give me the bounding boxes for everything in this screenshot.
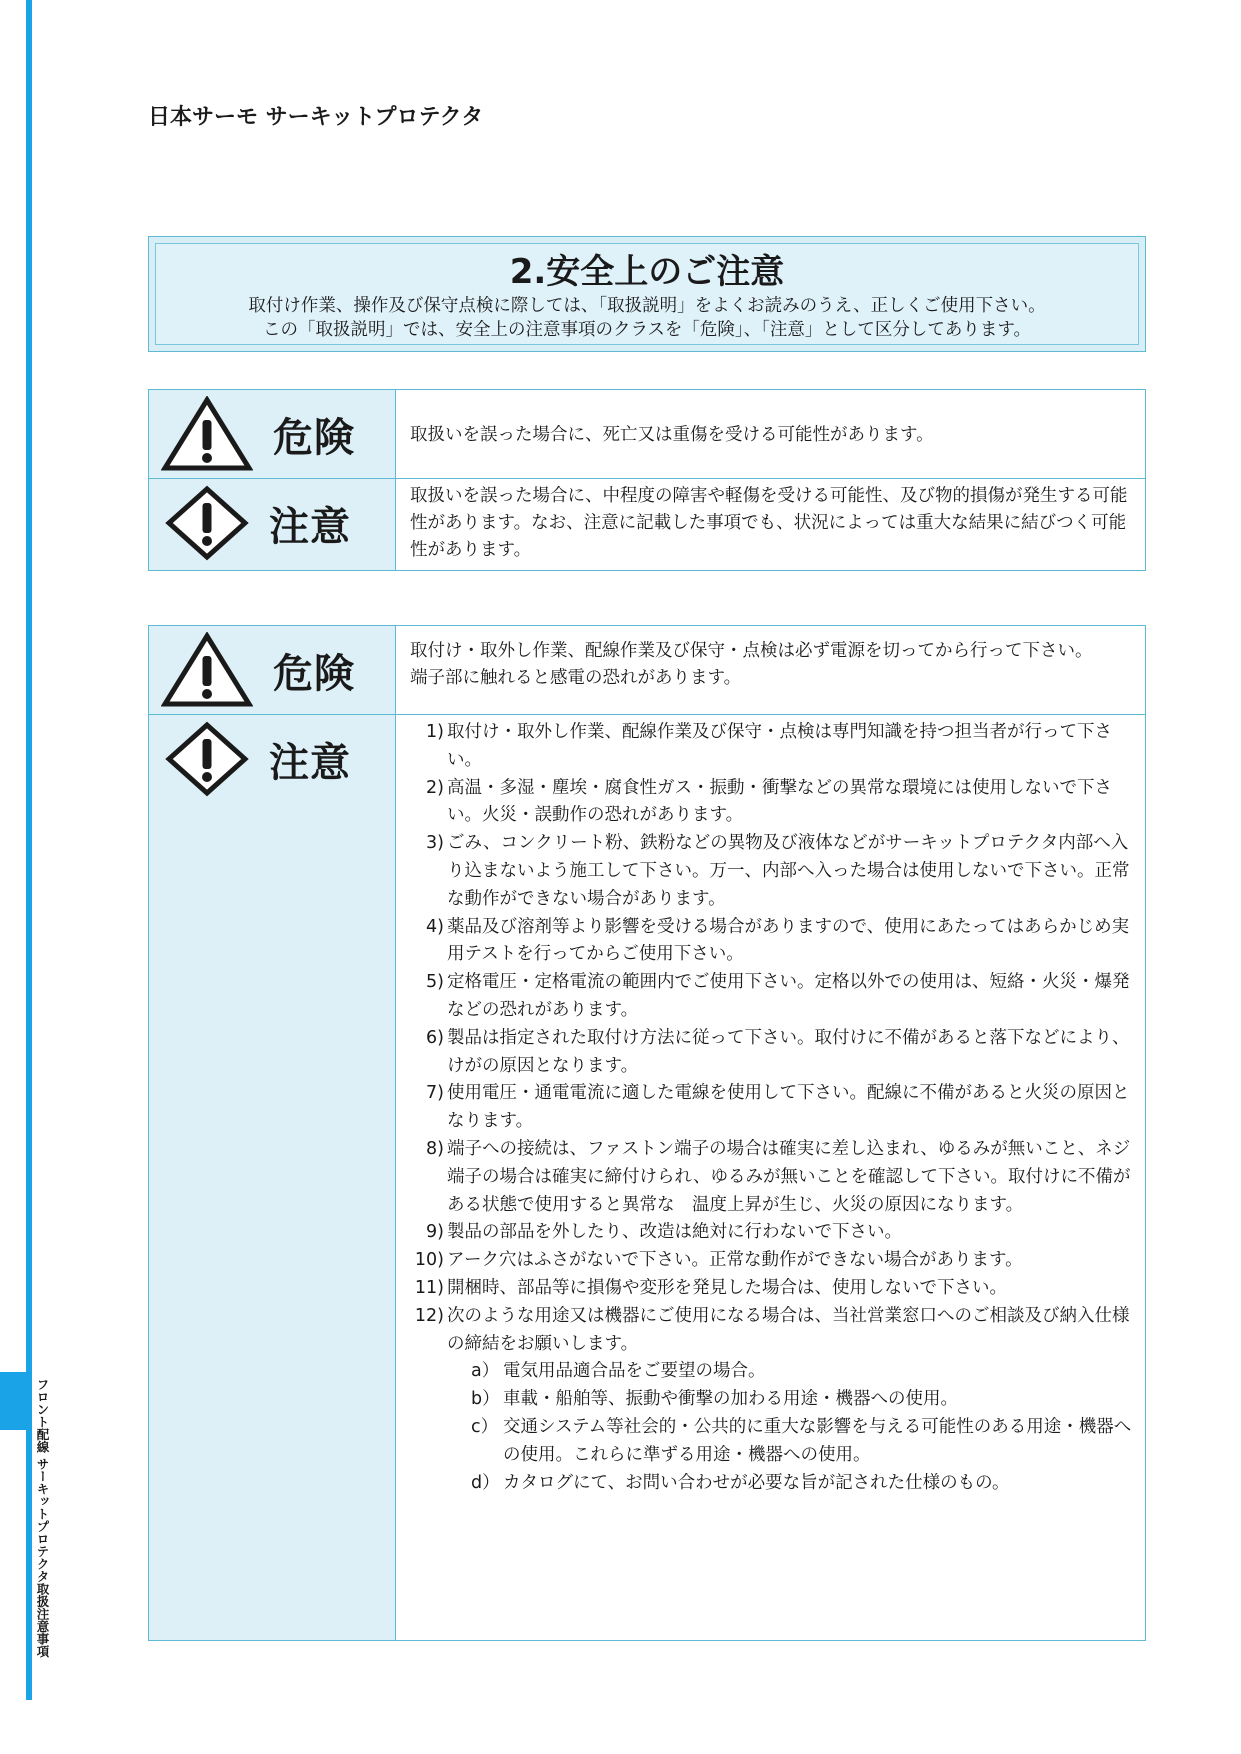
definitions-table (148, 389, 1146, 571)
list-item: 7) 使用電圧・通電電流に適した電線を使用して下さい。配線に不備があると火災の原因となります。 (426, 1083, 1130, 1132)
caution-label: 注意 (269, 503, 351, 550)
list-item: 2) 高温・多湿・塵埃・腐食性ガス・振動・衝撃などの異常な環境には使用しないで下さい。火災・誤動作の恐れがあります。 (426, 777, 1112, 826)
warning-triangle-icon (161, 396, 253, 472)
sub-items (447, 1358, 1133, 1497)
list-item: 9) 製品の部品を外したり、改造は絶対に行わないで下さい。 (426, 1222, 902, 1243)
edge-index-tab (0, 1372, 32, 1430)
sub-list-item: d） カタログにて、お問い合わせが必要な旨が記された仕様のもの。 (471, 1472, 1010, 1493)
danger-label: 危険 (273, 414, 355, 461)
caution-diamond-icon (165, 721, 249, 797)
caution-items (406, 719, 1133, 1497)
caution-label-2: 注意 (269, 739, 351, 786)
list-item: 3) ごみ、コンクリート粉、鉄粉などの異物及び液体などがサーキットプロテクタ内部へ入り込まないよう施工して下さい。万一、内部へ入った場合は使用しないで下さい。正常な動作ができない場合があります。 (426, 833, 1130, 909)
danger-definition: 取扱いを誤った場合に、死亡又は重傷を受ける可能性があります。 (396, 390, 1146, 479)
side-section-label: フロント配線 サーキットプロテクタ取扱注意事項 (35, 1378, 50, 1658)
caution-precaution-list (396, 715, 1146, 1641)
list-item: 4) 薬品及び溶剤等より影響を受ける場合がありますので、使用にあたってはあらかじめ実用テストを行ってからご使用下さい。 (426, 916, 1130, 965)
list-item: 11) 開梱時、部品等に損傷や変形を発見した場合は、使用しないで下さい。 (414, 1277, 1007, 1298)
list-item: 8) 端子への接続は、ファストン端子の場合は確実に差し込まれ、ゆるみが無いこと、ネジ端子の場合は確実に締付けられ、ゆるみが無いことを確認して下さい。取付けに不備がある状態で使用すると異常な 温度上昇が生じ、火災の原因になります。 (426, 1138, 1131, 1215)
caution-diamond-icon (165, 485, 249, 561)
brand-header: 日本サーモ サーキットプロテクタ (148, 105, 484, 130)
danger-label-cell (149, 390, 396, 479)
list-item: 6) 製品は指定された取付け方法に従って下さい。取付けに不備があると落下などにより、けがの原因となります。 (426, 1027, 1130, 1076)
sub-list-item: a） 電気用品適合品をご要望の場合。 (471, 1361, 766, 1382)
sub-list-item: c） 交通システム等社会的・公共的に重大な影響を与える可能性のある用途・機器への使用。これらに準ずる用途・機器への使用。 (471, 1416, 1132, 1465)
intro-line-1: 取付け作業、操作及び保守点検に際しては、「取扱説明」をよくお読みのうえ、正しくご使用下さい。 (248, 296, 1046, 316)
danger-precaution (396, 626, 1146, 715)
caution-label-cell-2 (149, 715, 396, 1641)
precautions-table (148, 625, 1146, 1641)
caution-label-cell (149, 479, 396, 571)
danger-label-cell-2 (149, 626, 396, 715)
list-item: 5) 定格電圧・定格電流の範囲内でご使用下さい。定格以外での使用は、短絡・火災・爆発などの恐れがあります。 (426, 972, 1130, 1020)
title-box (148, 236, 1146, 352)
sub-list-item: b） 車載・船舶等、振動や衝撃の加わる用途・機器への使用。 (471, 1389, 958, 1410)
list-item: 12) 次のような用途又は機器にご使用になる場合は、当社営業窓口へのご相談及び納入仕様 の締結をお願いします。 a） 電気用品適合品をご要望の場合。 b） 車載・船舶等、振動や衝撃の加わる用途・機器への使用。 c） 交通システム等社会的・公共的に重大な影響を与える可能性のある用途・機器への使用。これらに準ずる用途・機器への使用。 d） カタログにて、お問い合わせが必要な旨が記された仕様のもの。 (406, 1303, 1133, 1498)
caution-definition: 取扱いを誤った場合に、中程度の障害や軽傷を受ける可能性、及び物的損傷が発生する可能性があります。なお、注意に記載した事項でも、状況によっては重大な結果に結びつく可能性があります。 (396, 479, 1146, 571)
danger-precaution-line-1: 取付け・取外し作業、配線作業及び保守・点検は必ず電源を切ってから行って下さい。 (410, 641, 1093, 661)
danger-label-2: 危険 (273, 650, 355, 697)
intro-line-2: この「取扱説明」では、安全上の注意事項のクラスを「危険」、「注意」として区分してあります。 (262, 320, 1032, 340)
danger-precaution-line-2: 端子部に触れると感電の恐れがあります。 (410, 668, 742, 688)
title-inner (155, 243, 1139, 345)
list-item: 1) 取付け・取外し作業、配線作業及び保守・点検は専門知識を持つ担当者が行って下さい。 (426, 722, 1112, 770)
list-item: 10) アーク穴はふさがないで下さい。正常な動作ができない場合があります。 (414, 1250, 1023, 1271)
page-title: 2.安全上のご注意 (509, 252, 785, 292)
warning-triangle-icon (161, 632, 253, 708)
